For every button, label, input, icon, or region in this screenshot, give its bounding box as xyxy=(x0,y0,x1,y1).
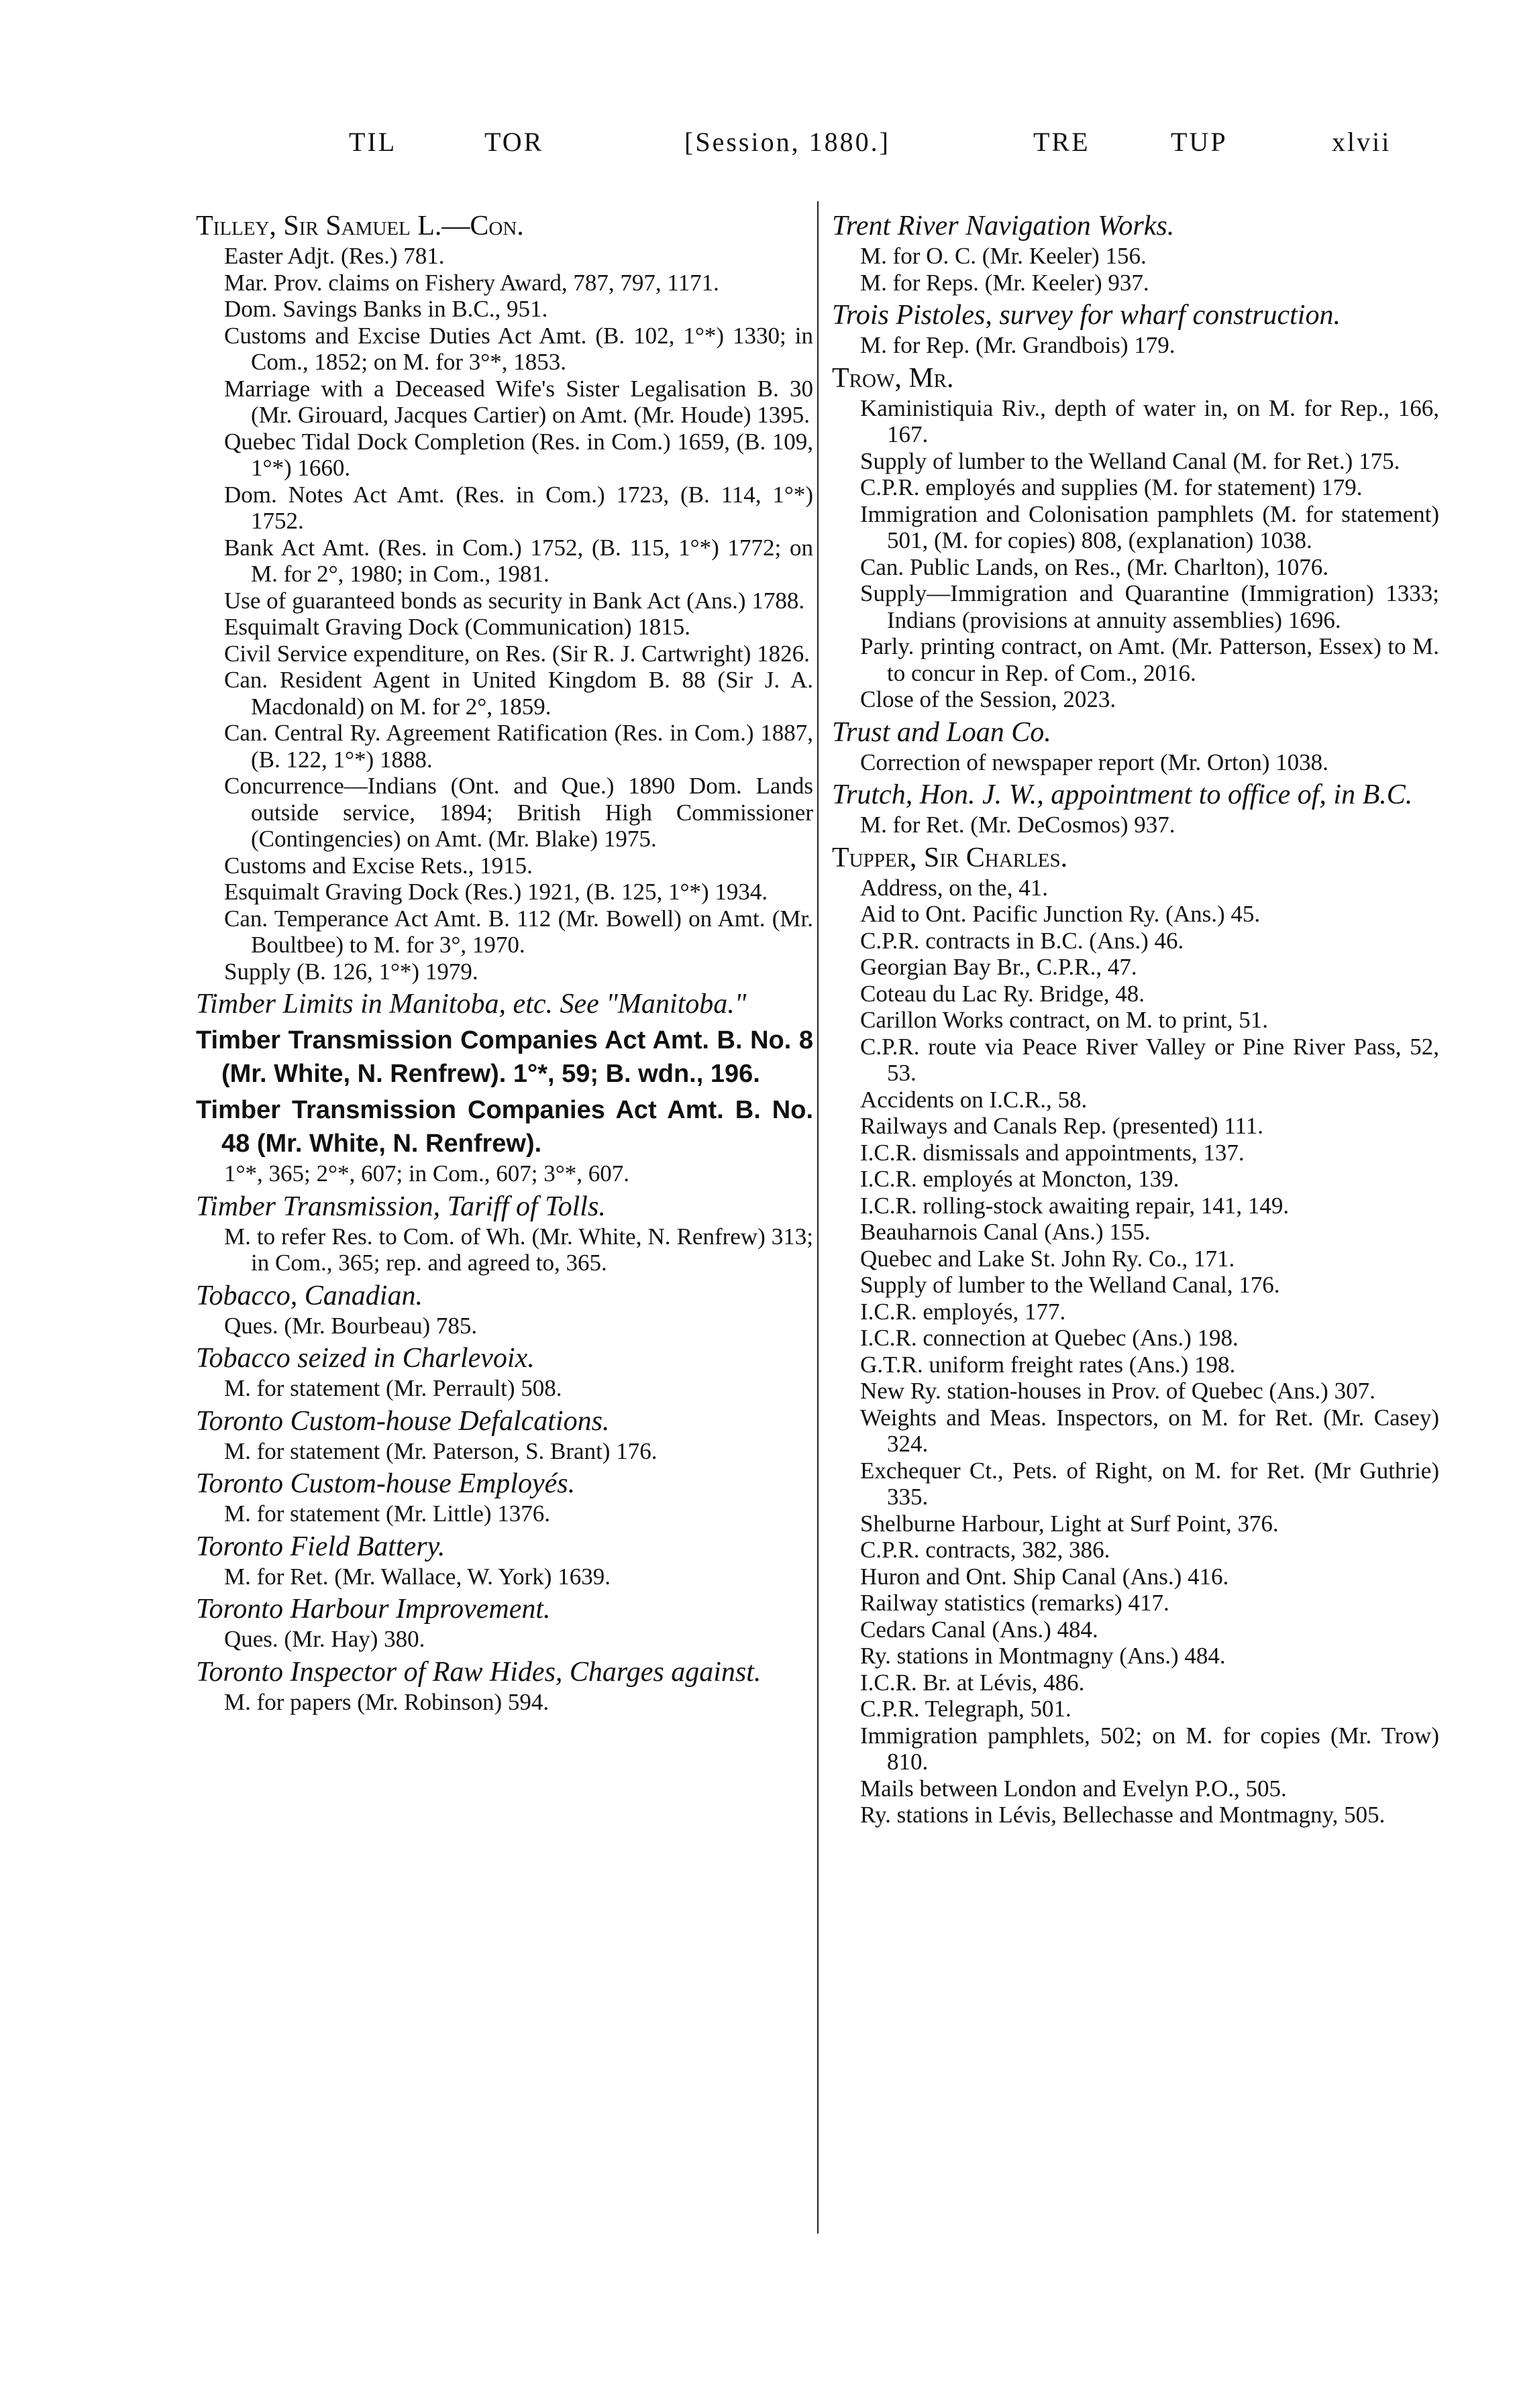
entry-reference: Civil Service expenditure, on Res. (Sir R. J. Cartwright) 1826. xyxy=(224,640,810,667)
entry-reference: C.P.R. contracts in B.C. (Ans.) 46. xyxy=(860,927,1184,954)
entry-reference: Esquimalt Graving Dock (Res.) 1921, (B. 125, 1°*) 1934. xyxy=(224,879,768,905)
entry-reference: M. for O. C. (Mr. Keeler) 156. xyxy=(860,243,1147,269)
index-entry xyxy=(196,1024,813,1091)
entry-reference: M. for Reps. (Mr. Keeler) 937. xyxy=(860,269,1149,296)
entry-heading: Timber Limits in Manitoba, etc. See "Manitoba." xyxy=(196,989,747,1020)
entry-heading: Trutch, Hon. J. W., appointment to office of, in B.C. xyxy=(832,779,1413,810)
entry-reference: Ques. (Mr. Bourbeau) 785. xyxy=(224,1312,478,1339)
index-entry xyxy=(196,987,813,1021)
entry-reference: Dom. Savings Banks in B.C., 951. xyxy=(224,296,548,322)
entry-reference: Ry. stations in Montmagny (Ans.) 484. xyxy=(860,1643,1226,1669)
entry-reference: 1°*, 365; 2°*, 607; in Com., 607; 3°*, 607. xyxy=(224,1160,629,1187)
entry-reference: Railway statistics (remarks) 417. xyxy=(860,1590,1169,1616)
header-left-first: TIL xyxy=(349,127,397,157)
index-entry xyxy=(196,1467,813,1527)
entry-reference: New Ry. station-houses in Prov. of Quebec (Ans.) 307. xyxy=(860,1378,1375,1404)
entry-reference: Aid to Ont. Pacific Junction Ry. (Ans.) 45. xyxy=(860,901,1261,927)
entry-reference: Easter Adjt. (Res.) 781. xyxy=(224,243,445,269)
entry-heading: Tobacco seized in Charlevoix. xyxy=(196,1343,535,1374)
entry-heading: Timber Transmission Companies Act Amt. B. No. 8 (Mr. White, N. Renfrew). 1°*, 59; B. wdn., 196. xyxy=(196,1026,813,1088)
entry-heading: Toronto Field Battery. xyxy=(196,1531,446,1562)
entry-reference: I.C.R. rolling-stock awaiting repair, 141, 149. xyxy=(860,1192,1290,1219)
running-header xyxy=(0,126,1519,166)
header-session: [Session, 1880.] xyxy=(684,127,890,157)
entry-reference: M. for Ret. (Mr. DeCosmos) 937. xyxy=(860,812,1175,838)
page-number: xlvii xyxy=(1332,127,1392,157)
entry-reference: Mar. Prov. claims on Fishery Award, 787, 797, 1171. xyxy=(224,269,719,296)
entry-reference: I.C.R. employés at Moncton, 139. xyxy=(860,1166,1180,1192)
entry-reference: Mails between London and Evelyn P.O., 505. xyxy=(860,1775,1287,1802)
index-entry xyxy=(196,209,813,985)
entry-reference: C.P.R. contracts, 382, 386. xyxy=(860,1537,1110,1563)
entry-reference: I.C.R. dismissals and appointments, 137. xyxy=(860,1139,1245,1166)
index-entry xyxy=(196,1190,813,1276)
entry-reference: Correction of newspaper report (Mr. Orton) 1038. xyxy=(860,749,1328,775)
entry-reference: Supply of lumber to the Welland Canal (M. for Ret.) 175. xyxy=(860,447,1400,474)
index-entry xyxy=(196,1530,813,1590)
entry-reference: Accidents on I.C.R., 58. xyxy=(860,1086,1088,1113)
index-entry xyxy=(832,778,1439,838)
index-entry xyxy=(196,1655,813,1716)
entry-reference: M. for Rep. (Mr. Grandbois) 179. xyxy=(860,332,1175,358)
entry-reference: Supply (B. 126, 1°*) 1979. xyxy=(224,958,478,985)
entry-reference: Quebec Tidal Dock Completion (Res. in Com.) 1659, (B. 109, 1°*) 1660. xyxy=(224,428,813,481)
entry-reference: Cedars Canal (Ans.) 484. xyxy=(860,1616,1098,1643)
entry-reference: Kaministiquia Riv., depth of water in, on M. for Rep., 166, 167. xyxy=(860,394,1439,447)
entry-reference: M. for Ret. (Mr. Wallace, W. York) 1639. xyxy=(224,1563,611,1590)
index-entry xyxy=(196,1279,813,1339)
entry-heading: Trust and Loan Co. xyxy=(832,716,1051,748)
entry-reference: Can. Central Ry. Agreement Ratification (Res. in Com.) 1887, (B. 122, 1°*) 1888. xyxy=(224,720,813,773)
entry-reference: Coteau du Lac Ry. Bridge, 48. xyxy=(860,980,1145,1007)
entry-reference: Supply—Immigration and Quarantine (Immigration) 1333; Indians (provisions at annuity assemblies) 1696. xyxy=(860,580,1439,633)
entry-reference: I.C.R. connection at Quebec (Ans.) 198. xyxy=(860,1325,1239,1351)
entry-reference: C.P.R. route via Peace River Valley or Pine River Pass, 52, 53. xyxy=(860,1033,1439,1086)
entry-reference: Railways and Canals Rep. (presented) 111. xyxy=(860,1113,1263,1139)
entry-reference: Marriage with a Deceased Wife's Sister Legalisation B. 30 (Mr. Girouard, Jacques Cartier) on Amt. (Mr. Houde) 1395. xyxy=(224,375,813,428)
index-entry xyxy=(196,1405,813,1465)
entry-reference: Address, on the, 41. xyxy=(860,874,1048,901)
entry-heading: Timber Transmission, Tariff of Tolls. xyxy=(196,1191,606,1222)
index-entry xyxy=(196,1342,813,1402)
left-column xyxy=(196,209,813,1718)
index-entry xyxy=(832,298,1439,359)
index-entry xyxy=(196,1093,813,1187)
entry-heading: Toronto Custom-house Employés. xyxy=(196,1468,576,1499)
entry-reference: M. for statement (Mr. Paterson, S. Brant) 176. xyxy=(224,1437,658,1464)
entry-heading: Trois Pistoles, survey for wharf construction. xyxy=(832,300,1341,331)
entry-heading: Tilley, Sir Samuel L.—Con. xyxy=(196,211,524,241)
entry-reference: Shelburne Harbour, Light at Surf Point, 376. xyxy=(860,1510,1279,1537)
entry-reference: Huron and Ont. Ship Canal (Ans.) 416. xyxy=(860,1563,1229,1590)
entry-reference: I.C.R. employés, 177. xyxy=(860,1298,1066,1325)
entry-reference: Carillon Works contract, on M. to print, 51. xyxy=(860,1007,1268,1033)
entry-reference: Ry. stations in Lévis, Bellechasse and Montmagny, 505. xyxy=(860,1802,1385,1828)
entry-reference: Exchequer Ct., Pets. of Right, on M. for Ret. (Mr Guthrie) 335. xyxy=(860,1457,1439,1510)
index-entry xyxy=(196,1592,813,1653)
index-entry xyxy=(832,362,1439,713)
entry-heading: Tobacco, Canadian. xyxy=(196,1280,423,1311)
entry-reference: Customs and Excise Duties Act Amt. (B. 102, 1°*) 1330; in Com., 1852; on M. for 3°*, 1853. xyxy=(224,322,813,375)
entry-reference: M. for statement (Mr. Little) 1376. xyxy=(224,1500,551,1527)
entry-reference: Concurrence—Indians (Ont. and Que.) 1890 Dom. Lands outside service, 1894; British High Commissioner (Contingencies) on Amt. (Mr. Blake) 1975. xyxy=(224,773,813,852)
entry-reference: Use of guaranteed bonds as security in Bank Act (Ans.) 1788. xyxy=(224,587,805,614)
header-left-last: TOR xyxy=(484,127,544,157)
entry-reference: Dom. Notes Act Amt. (Res. in Com.) 1723, (B. 114, 1°*) 1752. xyxy=(224,481,813,534)
index-entry xyxy=(832,209,1439,296)
entry-reference: Immigration and Colonisation pamphlets (M. for statement) 501, (M. for copies) 808, (explanation) 1038. xyxy=(860,500,1439,553)
entry-reference: Customs and Excise Rets., 1915. xyxy=(224,852,533,879)
entry-reference: Georgian Bay Br., C.P.R., 47. xyxy=(860,954,1137,980)
entry-heading: Toronto Harbour Improvement. xyxy=(196,1594,551,1625)
entry-heading: Trow, Mr. xyxy=(832,362,954,394)
entry-reference: Weights and Meas. Inspectors, on M. for Ret. (Mr. Casey) 324. xyxy=(860,1404,1439,1457)
entry-reference: M. for statement (Mr. Perrault) 508. xyxy=(224,1375,562,1401)
entry-reference: Esquimalt Graving Dock (Communication) 1815. xyxy=(224,614,691,640)
entry-reference: Supply of lumber to the Welland Canal, 176. xyxy=(860,1272,1280,1298)
header-right-last: TUP xyxy=(1171,127,1228,157)
entry-heading: Tupper, Sir Charles. xyxy=(832,842,1068,873)
entry-heading: Trent River Navigation Works. xyxy=(832,211,1175,241)
entry-reference: Can. Resident Agent in United Kingdom B. 88 (Sir J. A. Macdonald) on M. for 2°, 1859. xyxy=(224,667,813,720)
entry-reference: Parly. printing contract, on Amt. (Mr. Patterson, Essex) to M. to concur in Rep. of Com., 2016. xyxy=(860,633,1439,686)
entry-reference: Bank Act Amt. (Res. in Com.) 1752, (B. 115, 1°*) 1772; on M. for 2°, 1980; in Com., 1981. xyxy=(224,534,813,587)
entry-reference: C.P.R. employés and supplies (M. for statement) 179. xyxy=(860,474,1363,500)
entry-reference: G.T.R. uniform freight rates (Ans.) 198. xyxy=(860,1351,1236,1378)
column-divider xyxy=(817,201,819,2234)
entry-reference: I.C.R. Br. at Lévis, 486. xyxy=(860,1669,1085,1696)
entry-reference: Immigration pamphlets, 502; on M. for copies (Mr. Trow) 810. xyxy=(860,1722,1439,1775)
entry-reference: C.P.R. Telegraph, 501. xyxy=(860,1696,1071,1722)
entry-heading: Toronto Custom-house Defalcations. xyxy=(196,1405,610,1437)
entry-reference: Ques. (Mr. Hay) 380. xyxy=(224,1626,425,1652)
entry-reference: Beauharnois Canal (Ans.) 155. xyxy=(860,1219,1151,1245)
index-entry xyxy=(832,841,1439,1828)
header-right-first: TRE xyxy=(1033,127,1090,157)
index-entry xyxy=(832,716,1439,776)
entry-heading: Toronto Inspector of Raw Hides, Charges against. xyxy=(196,1656,762,1688)
entry-heading: Timber Transmission Companies Act Amt. B. No. 48 (Mr. White, N. Renfrew). xyxy=(196,1096,813,1158)
right-column xyxy=(832,209,1439,1831)
entry-reference: Close of the Session, 2023. xyxy=(860,686,1116,712)
entry-reference: Can. Public Lands, on Res., (Mr. Charlton), 1076. xyxy=(860,553,1329,580)
entry-reference: Can. Temperance Act Amt. B. 112 (Mr. Bowell) on Amt. (Mr. Boultbee) to M. for 3°, 1970. xyxy=(224,905,813,958)
entry-reference: M. to refer Res. to Com. of Wh. (Mr. White, N. Renfrew) 313; in Com., 365; rep. and agreed to, 365. xyxy=(224,1223,813,1276)
entry-reference: M. for papers (Mr. Robinson) 594. xyxy=(224,1688,549,1715)
entry-reference: Quebec and Lake St. John Ry. Co., 171. xyxy=(860,1245,1235,1272)
